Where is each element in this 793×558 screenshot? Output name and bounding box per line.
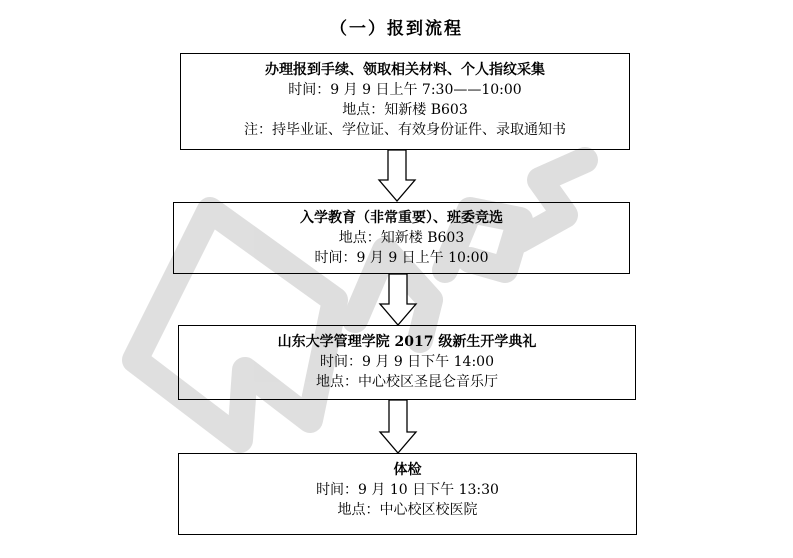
page-title: （一）报到流程	[330, 19, 463, 39]
step-note: 注：持毕业证、学位证、有效身份证件、录取通知书	[244, 122, 566, 138]
step-location: 地点：知新楼 B603	[338, 230, 465, 246]
step-heading: 体检	[393, 462, 422, 478]
flow-step-opening-ceremony	[178, 325, 636, 400]
step-location: 地点：知新楼 B603	[342, 102, 468, 118]
step-heading: 山东大学管理学院 2017 级新生开学典礼	[277, 334, 537, 350]
step-location: 地点：中心校区校医院	[337, 502, 478, 518]
step-heading: 入学教育（非常重要）、班委竞选	[300, 210, 503, 226]
flow-step-physical-exam	[178, 453, 637, 535]
down-arrow-icon	[377, 150, 417, 202]
down-arrow-icon	[378, 400, 418, 454]
step-heading: 办理报到手续、领取相关材料、个人指纹采集	[265, 62, 545, 78]
step-time: 时间：9 月 9 日下午 14:00	[320, 354, 494, 370]
step-time: 时间：9 月 9 日上午 10:00	[314, 250, 489, 266]
down-arrow-icon	[378, 274, 418, 326]
flow-step-registration	[180, 53, 630, 150]
step-time: 时间：9 月 9 日上午 7:30——10:00	[288, 82, 522, 98]
flow-step-orientation	[173, 202, 630, 274]
step-location: 地点：中心校区圣昆仑音乐厅	[316, 374, 498, 390]
step-time: 时间：9 月 10 日下午 13:30	[316, 482, 499, 498]
